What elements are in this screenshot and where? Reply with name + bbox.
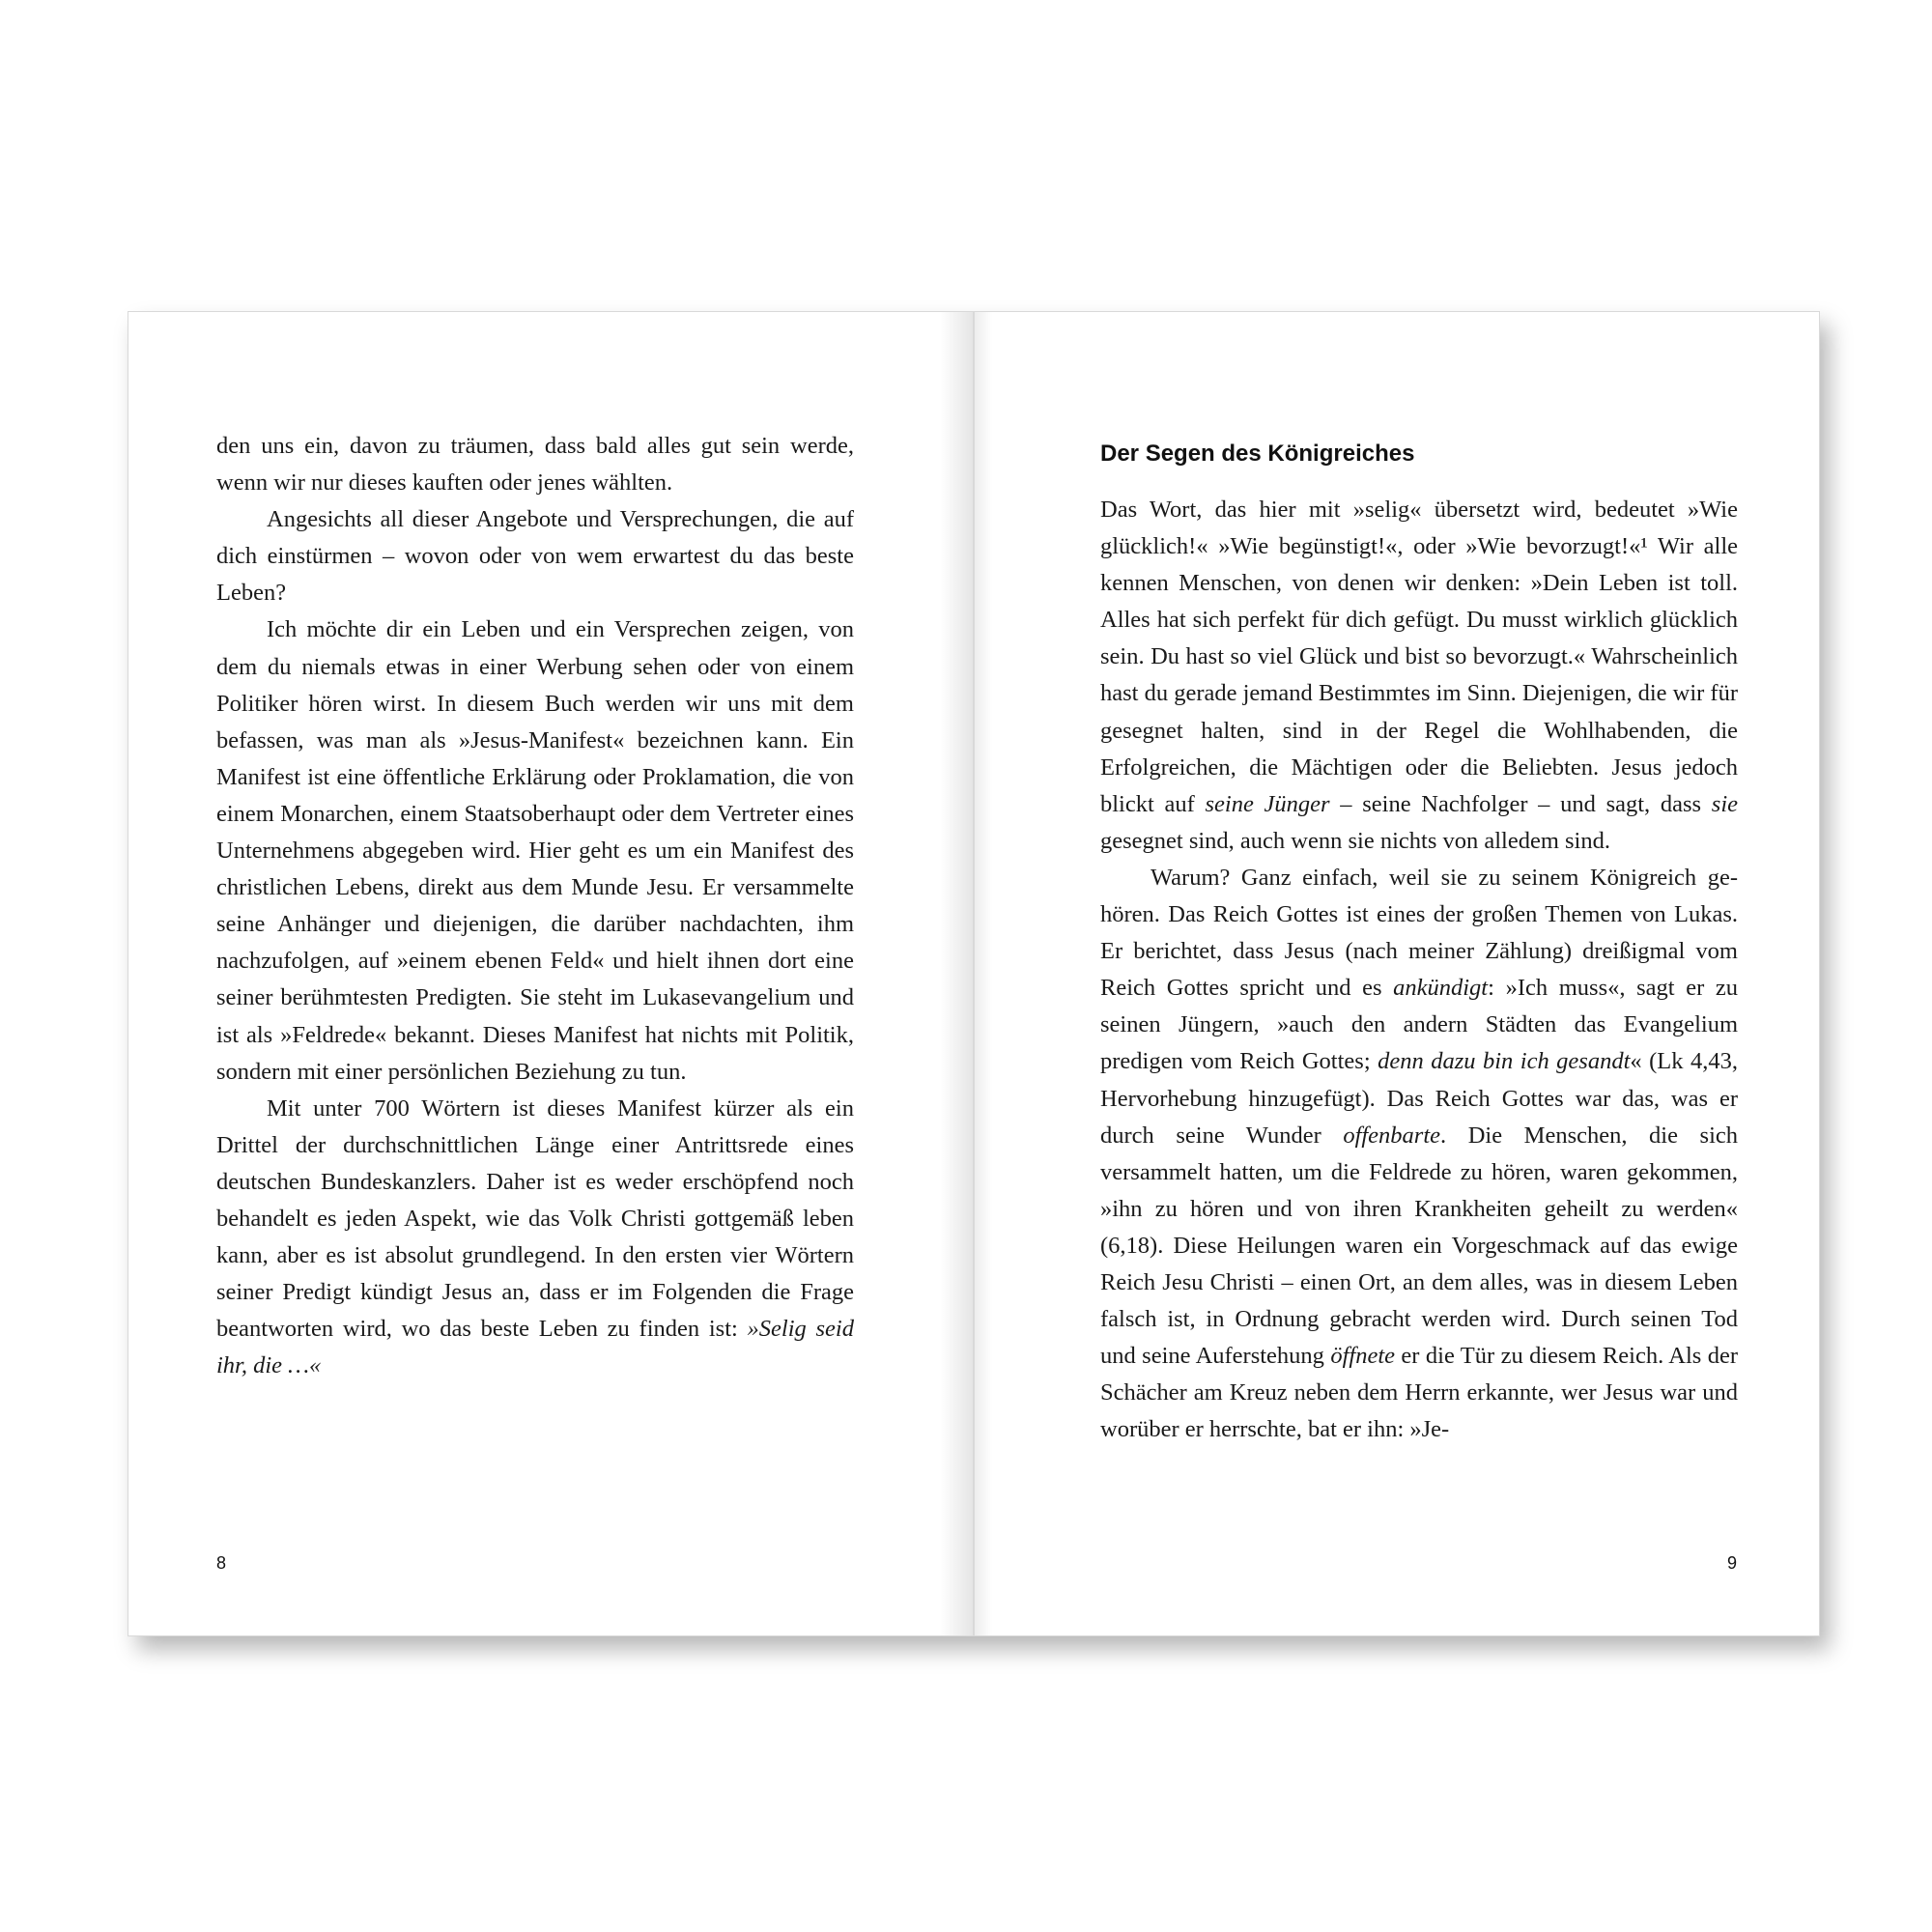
italic-text: denn dazu bin ich gesandt xyxy=(1378,1048,1631,1075)
text-run: « (Lk 4,43, Hervorhebung hinzugefügt). Das Reich Gottes war das, was er durch seine Wunder xyxy=(1100,1048,1738,1149)
italic-text: ankündigt xyxy=(1393,975,1489,1002)
paragraph xyxy=(216,501,854,611)
italic-text: offenbarte xyxy=(1343,1122,1441,1149)
gutter-shadow xyxy=(940,312,973,1635)
text-run: Angesichts all dieser Angebote und Versprechungen, die auf dich einstürmen – wovon oder von wem erwartest du das beste Leben? xyxy=(216,506,854,607)
text-run: Warum? Ganz einfach, weil sie zu seinem Königreich gehören. Das Reich Gottes ist eines der großen Themen von Lukas. Er berichtet, dass Jesus (nach meiner Zählung) dreißigmal vom Reich Gottes spricht und es xyxy=(1100,864,1738,1002)
text-run: . Die Menschen, die sich versammelt hatten, um die Feldrede zu hören, waren gekommen, »ihn zu hören und von ihren Krankheiten geheilt zu werden« (6,18). Diese Heilungen waren ein Vorgeschmack auf das ewige Reich Jesu Christi – einen Ort, an dem alles, was in diesem Leben falsch ist, in Ordnung gebracht werden wird. Durch seinen Tod und seine Auferstehung xyxy=(1100,1122,1739,1370)
text-run: den uns ein, davon zu träumen, dass bald alles gut sein werde, wenn wir nur dieses kauften oder jenes wählten. xyxy=(216,433,854,497)
text-run: : »Ich muss«, sagt er zu seinen Jüngern, »auch den andern Städten das Evangelium predigen vom Reich Gottes; xyxy=(1100,975,1739,1075)
paragraph xyxy=(216,1091,854,1385)
italic-text: öffnete xyxy=(1330,1343,1396,1370)
left-page-body xyxy=(216,428,854,1384)
page-number-right: 9 xyxy=(1727,1553,1738,1573)
text-run: er die Tür zu diesem Reich. Als der Schächer am Kreuz neben dem Herrn erkannte, wer Jesus war und worüber er herrschte, bat er ihn: »Je- xyxy=(1100,1343,1738,1443)
italic-text: »Selig seid ihr, die …« xyxy=(216,1316,854,1379)
book-spread xyxy=(128,311,1820,1636)
italic-text: sie xyxy=(1711,790,1738,817)
paragraph xyxy=(1100,860,1738,1449)
text-run: Mit unter 700 Wörtern ist dieses Manifest kürzer als ein Drittel der durchschnittlichen Länge einer Antrittsrede eines deutschen Bundeskanzlers. Daher ist es weder erschöpfend noch behandelt es jeden Aspekt, wie das Volk Christi gottgemäß leben kann, aber es ist absolut grundlegend. In den ersten vier Wörtern seiner Predigt kündigt Jesus an, dass er im Folgenden die Frage beantworten wird, wo das beste Leben zu finden ist: xyxy=(216,1094,854,1343)
paragraph xyxy=(216,611,854,1090)
gutter-shadow xyxy=(975,312,992,1635)
text-run: Das Wort, das hier mit »selig« übersetzt wird, bedeutet »Wie glücklich!« »Wie begünstigt!«, oder »Wie bevorzugt!«¹ Wir alle kennen Menschen, von denen wir denken: »Dein Leben ist toll. Alles hat sich perfekt für dich gefügt. Du musst wirklich glücklich sein. Du hast so viel Glück und bist so bevorzugt.« Wahrscheinlich hast du gerade jemand Bestimmtes im Sinn. Diejenigen, die wir für gesegnet halten, sind in der Regel die Wohlhabenden, die Erfolgreichen, die Mächtigen oder die Beliebten. Jesus jedoch blickt auf xyxy=(1100,497,1738,817)
right-page xyxy=(974,311,1820,1636)
section-heading: Der Segen des Königreiches xyxy=(1100,440,1415,467)
page-number-left: 8 xyxy=(216,1553,227,1573)
right-page-body xyxy=(1100,492,1738,1448)
italic-text: seine Jünger xyxy=(1205,790,1330,817)
paragraph xyxy=(1100,492,1738,860)
paragraph xyxy=(216,428,854,501)
text-run: gesegnet sind, auch wenn sie nichts von alledem sind. xyxy=(1100,827,1610,854)
left-page xyxy=(128,311,974,1636)
text-run: Ich möchte dir ein Leben und ein Versprechen zeigen, von dem du niemals etwas in einer Werbung sehen oder von einem Politiker hören wirst. In diesem Buch werden wir uns mit dem befassen, was man als »Jesus-Manifest« bezeichnen kann. Ein Manifest ist eine öffentliche Erklärung oder Proklamation, die von einem Monarchen, einem Staatsoberhaupt oder dem Vertreter eines Unternehmens abgegeben wird. Hier geht es um ein Manifest des christlichen Lebens, direkt aus dem Munde Jesu. Er versammelte seine Anhänger und diejenigen, die darüber nachdachten, ihm nachzufolgen, auf »einem ebenen Feld« und hielt ihnen dort eine seiner berühmtesten Predigten. Sie steht im Lukasevangelium und ist als »Feldrede« bekannt. Dieses Manifest hat nichts mit Politik, sondern mit einer persönlichen Beziehung zu tun. xyxy=(216,616,854,1085)
text-run: – seine Nachfolger – und sagt, dass xyxy=(1329,790,1712,817)
